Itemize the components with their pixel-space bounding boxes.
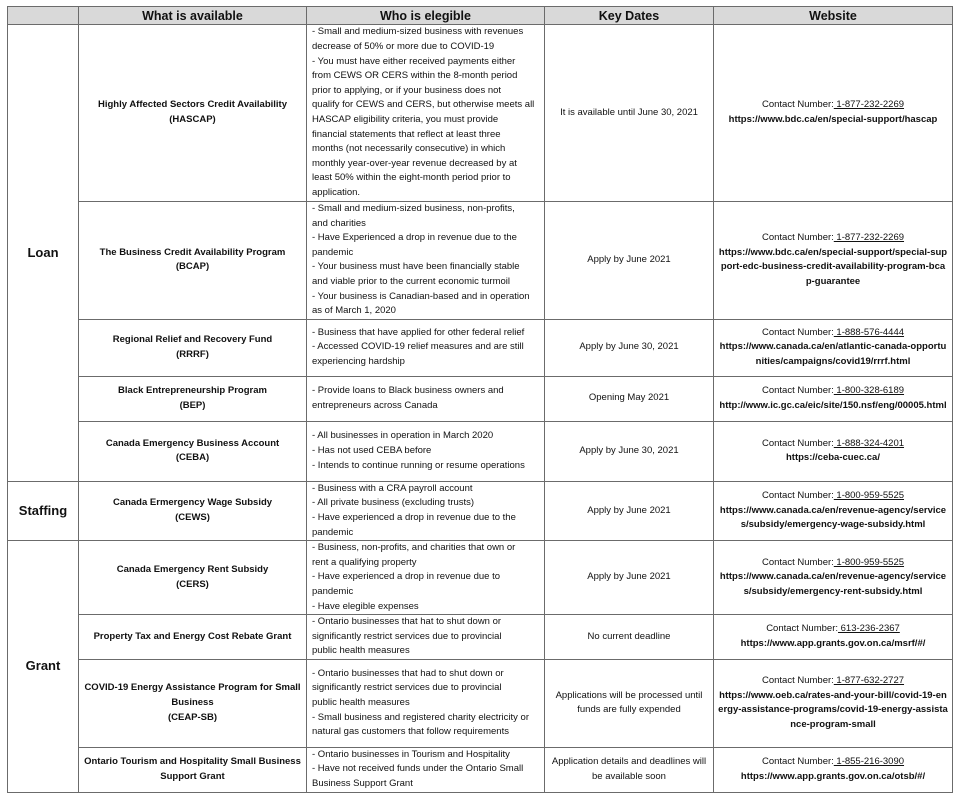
key-dates-cell: Opening May 2021 [545,376,714,421]
eligibility-line: financial statements that reflect at least three [312,128,501,140]
table-row [8,659,953,747]
program-name-cell [79,376,307,421]
eligibility-line: natural gas customers that follow requirements [312,726,509,738]
contact-label: Contact Number: [761,232,834,244]
eligibility-line: and charities [312,217,366,229]
category-cell-staffing: Staffing [8,481,79,540]
contact-label: Contact Number: [761,756,834,768]
eligibility-line: - Business with a CRA payroll account [312,482,473,494]
eligibility-line: - All businesses in operation in March 2020 [312,430,494,442]
contact-line [718,556,948,571]
website-url-link[interactable]: https://www.oeb.ca/rates-and-your-bill/covid-19-energy-assistance-programs/covid-19-energy-assistance-program-small [718,689,948,730]
eligibility-line: monthly year-over-year revenue decreased by at [312,157,517,169]
program-name-line: Canada Emergency Rent Subsidy [116,564,269,576]
eligibility-cell [307,376,545,421]
eligibility-line: - Business that have applied for other federal relief [312,326,525,338]
website-url-link[interactable]: https://www.canada.ca/en/atlantic-canada-opportunities/campaigns/covid19/rrrf.html [719,341,947,368]
header-website: Website [714,7,953,25]
program-name-cell [79,421,307,481]
eligibility-cell [307,659,545,747]
eligibility-line: prior to applying, or if your business does not [312,84,502,96]
eligibility-line: Business Support Grant [312,778,413,790]
eligibility-line: pandemic [312,526,354,538]
key-dates-cell: Apply by June 2021 [545,202,714,320]
header-key-dates: Key Dates [545,7,714,25]
eligibility-line: significantly restrict services due to provincial [312,630,502,642]
contact-label: Contact Number: [761,99,834,111]
eligibility-line: - Ontario businesses that had to shut down or [312,667,504,679]
eligibility-line: application. [312,186,361,198]
eligibility-cell [307,202,545,320]
table-row [8,421,953,481]
contact-line [718,622,948,637]
program-name-cell [79,747,307,792]
eligibility-line: - Have elegible expenses [312,600,419,612]
key-dates-cell: It is available until June 30, 2021 [545,25,714,202]
header-who-is-eligible: Who is elegible [307,7,545,25]
contact-number-link[interactable]: 1-800-959-5525 [833,556,905,568]
website-cell [714,376,953,421]
table-row [8,747,953,792]
table-body [8,25,953,793]
program-name-line: COVID-19 Energy Assistance Program for Small [84,682,301,694]
program-name-line: Support Grant [160,770,225,782]
eligibility-line: - Provide loans to Black business owners and [312,385,504,397]
key-dates-cell: No current deadline [545,615,714,660]
eligibility-line: - Has not used CEBA before [312,444,432,456]
table-row [8,319,953,376]
website-url-link[interactable]: https://www.app.grants.gov.on.ca/otsb/#/ [740,770,926,782]
eligibility-line: HASCAP eligibility criteria, you must provide [312,114,499,125]
header-category-spacer [8,7,79,25]
contact-label: Contact Number: [761,326,834,338]
contact-number-link[interactable]: 1-800-328-6189 [833,385,905,397]
program-name-cell [79,319,307,376]
program-name-cell [79,541,307,615]
eligibility-line: - You must have either received payments either [312,55,516,67]
program-name-line: Property Tax and Energy Cost Rebate Grant [93,630,292,642]
website-cell [714,615,953,660]
contact-label: Contact Number: [761,675,834,687]
website-url-link[interactable]: https://www.bdc.ca/en/special-support/hascap [728,114,938,125]
program-name-line: (RRRF) [176,348,209,360]
website-url-link[interactable]: https://www.canada.ca/en/revenue-agency/services/subsidy/emergency-wage-subsidy.html [719,504,947,531]
contact-number-link[interactable]: 1-877-632-2727 [833,675,905,687]
eligibility-line: pandemic [312,246,354,258]
program-name-line: Business [171,697,214,709]
contact-line [718,326,948,341]
website-url-link[interactable]: https://www.app.grants.gov.on.ca/msrf/#/ [740,637,926,649]
category-cell-loan: Loan [8,25,79,482]
contact-number-link[interactable]: 1-800-959-5525 [833,490,905,502]
contact-line [718,489,948,504]
program-name-line: Black Entrepreneurship Program [118,385,267,397]
header-row [8,7,953,25]
table-row [8,376,953,421]
covid-support-programs-table [7,6,953,793]
key-dates-cell: Apply by June 30, 2021 [545,421,714,481]
contact-number-link[interactable]: 1-888-324-4201 [833,437,905,449]
program-name-cell [79,615,307,660]
contact-line [718,231,948,246]
program-name-line: Canada Ermergency Wage Subsidy [112,497,273,509]
website-url-link[interactable]: https://www.canada.ca/en/revenue-agency/services/subsidy/emergency-rent-subsidy.html [719,571,947,597]
eligibility-line: - Ontario businesses in Tourism and Hospitality [312,748,510,760]
eligibility-line: - Have experienced a drop in revenue due to the [312,511,516,523]
contact-label: Contact Number: [761,385,834,397]
eligibility-cell [307,747,545,792]
website-cell [714,541,953,615]
program-name-line: (CEAP-SB) [167,711,218,723]
website-cell [714,481,953,540]
contact-number-link[interactable]: 613-236-2367 [838,623,900,635]
program-name-line: Highly Affected Sectors Credit Availability [98,99,287,111]
eligibility-line: qualify for CEWS and CERS, but otherwise meets all [312,99,535,111]
eligibility-cell [307,25,545,202]
table-row [8,202,953,320]
eligibility-line: months (not necessarily consecutive) in which [312,143,506,155]
table-row [8,25,953,202]
eligibility-line: public health measures [312,697,410,709]
table-row [8,541,953,615]
program-name-cell [79,202,307,320]
website-cell [714,421,953,481]
eligibility-cell [307,615,545,660]
contact-line [718,437,948,452]
eligibility-cell [307,421,545,481]
program-name-line: Ontario Tourism and Hospitality Small Business [84,756,301,768]
eligibility-cell [307,481,545,540]
eligibility-line: - Intends to continue running or resume operations [312,459,525,471]
program-name-line: Canada Emergency Business Account [105,437,280,449]
contact-number-link[interactable]: 1-888-576-4444 [833,326,905,338]
eligibility-line: least 50% within the eight-month period prior to [312,172,511,184]
contact-number-link[interactable]: 1-855-216-3090 [833,756,905,768]
eligibility-line: - Have Experienced a drop in revenue due to the [312,232,517,244]
eligibility-line: entrepreneurs across Canada [312,399,438,411]
website-url-link[interactable]: http://www.ic.gc.ca/eic/site/150.nsf/eng/00005.html [719,399,947,411]
eligibility-line: - Your business must have been financially stable [312,261,520,273]
eligibility-line: - Ontario businesses that hat to shut down or [312,616,502,628]
program-name-line: Regional Relief and Recovery Fund [112,334,273,346]
eligibility-cell [307,319,545,376]
eligibility-line: public health measures [312,645,410,657]
website-cell [714,25,953,202]
eligibility-line: experiencing hardship [312,356,405,368]
eligibility-line: from CEWS OR CERS within the 8-month period [312,70,518,82]
contact-line [718,98,948,113]
program-name-line: (HASCAP) [169,114,216,125]
program-name-line: (BEP) [179,399,206,411]
program-name-line: (CERS) [176,578,209,590]
header-what-is-available: What is available [79,7,307,25]
eligibility-line: - Accessed COVID-19 relief measures and are still [312,341,524,353]
contact-label: Contact Number: [761,556,834,568]
program-name-line: (CEWS) [175,511,210,523]
eligibility-line: as of March 1, 2020 [312,305,396,317]
key-dates-cell: Apply by June 2021 [545,481,714,540]
eligibility-line: - Small and medium-sized business with revenues [312,26,524,38]
contact-label: Contact Number: [761,437,834,449]
contact-line [718,755,948,770]
website-cell [714,319,953,376]
contact-number-link[interactable]: 1-877-232-2269 [833,99,905,111]
eligibility-line: significantly restrict services due to provincial [312,682,502,694]
program-name-cell [79,481,307,540]
eligibility-line: pandemic [312,585,354,597]
eligibility-line: decrease of 50% or more due to COVID-19 [312,41,495,53]
website-url-link[interactable]: https://www.bdc.ca/en/special-support/special-support-edc-business-credit-availability-program-bcap-guarantee [718,246,948,287]
eligibility-line: - Have experienced a drop in revenue due to [312,571,501,583]
contact-line [718,674,948,689]
contact-line [718,384,948,399]
website-cell [714,747,953,792]
program-name-cell [79,25,307,202]
program-name-cell [79,659,307,747]
table-row [8,615,953,660]
key-dates-cell: Apply by June 2021 [545,541,714,615]
eligibility-line: - Small and medium-sized business, non-profits, [312,203,515,214]
contact-number-link[interactable]: 1-877-232-2269 [833,232,905,244]
eligibility-line: - Business, non-profits, and charities that own or [312,542,516,554]
contact-label: Contact Number: [766,623,838,635]
program-name-line: The Business Credit Availability Program (BCAP) [99,246,286,273]
eligibility-line: - All private business (excluding trusts) [312,497,475,509]
key-dates-cell: Application details and deadlines will be available soon [545,747,714,792]
key-dates-cell: Apply by June 30, 2021 [545,319,714,376]
program-name-line: (CEBA) [175,452,210,464]
website-url-link[interactable]: https://ceba-cuec.ca/ [786,452,880,464]
category-cell-grant: Grant [8,541,79,793]
key-dates-cell: Applications will be processed until funds are fully expended [545,659,714,747]
eligibility-line: - Have not received funds under the Ontario Small [312,763,524,775]
table-row [8,481,953,540]
eligibility-line: - Small business and registered charity electricity or [312,711,530,723]
eligibility-line: - Your business is Canadian-based and in operation [312,290,530,302]
contact-label: Contact Number: [761,490,834,502]
eligibility-cell [307,541,545,615]
website-cell [714,659,953,747]
website-cell [714,202,953,320]
eligibility-line: and viable prior to the current economic turmoil [312,275,511,287]
eligibility-line: rent a qualifying property [312,556,417,568]
